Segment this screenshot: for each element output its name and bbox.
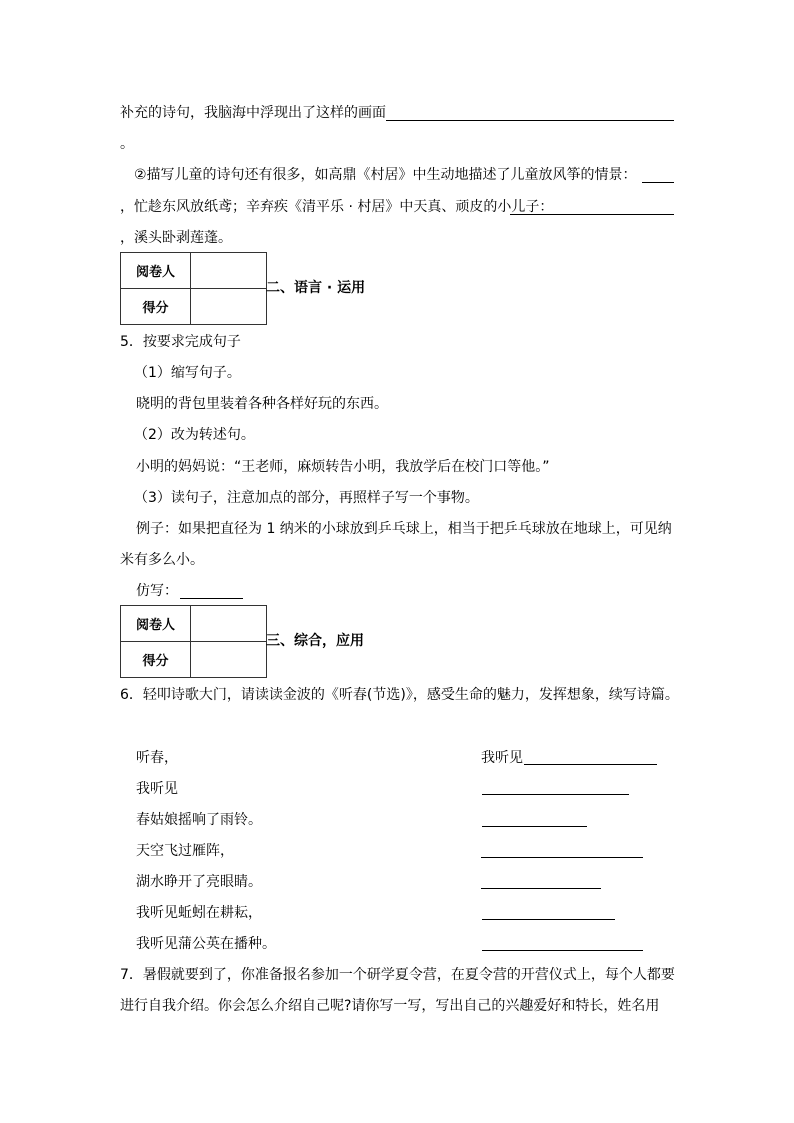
example-text: 例子：如果把直径为 1 纳米的小球放到乒乓球上，相当于把乒乓球放在地球上，可见纳 [136, 521, 672, 537]
poem-answer-blank[interactable] [481, 843, 643, 858]
poem-answer-blank[interactable] [524, 749, 657, 765]
q4-text-line: 。 [120, 136, 134, 152]
sub-question-text: 晓明的背包里装着各种各样好玩的东西。 [136, 396, 388, 412]
reviewer-label: 阅卷人 [121, 253, 191, 289]
score-field[interactable] [191, 642, 267, 678]
answer-blank[interactable] [642, 166, 674, 183]
score-label: 得分 [121, 642, 191, 678]
sub-question-text: 小明的妈妈说：“王老师，麻烦转告小明，我放学后在校门口等他。” [136, 459, 550, 475]
q4-sub2-line: ，溪头卧剥莲蓬。 [120, 230, 232, 246]
poem-answer-blank[interactable] [481, 874, 601, 889]
question-title: 7．暑假就要到了，你准备报名参加一个研学夏令营，在夏令营的开营仪式上，每个人都要 [120, 967, 675, 983]
poem-line: 我听见蒲公英在播种。 [136, 936, 276, 952]
answer-blank[interactable] [180, 583, 243, 599]
score-field[interactable] [191, 289, 267, 325]
question-title: 5．按要求完成句子 [120, 334, 241, 350]
reviewer-label: 阅卷人 [121, 606, 191, 642]
score-label: 得分 [121, 289, 191, 325]
poem-line: 听春， [136, 750, 178, 766]
q4-sub2-line: ，忙趁东风放纸鸢；辛弃疾《清平乐 · 村居》中天真、顽皮的小儿子： [120, 199, 554, 215]
sub-question-label: （3）读句子，注意加点的部分，再照样子写一个事物。 [134, 490, 479, 506]
poem-answer-blank[interactable] [482, 780, 629, 795]
answer-blank[interactable] [510, 198, 674, 215]
example-text: 米有多么小。 [120, 552, 204, 568]
answer-blank[interactable] [386, 104, 674, 121]
score-box [120, 605, 267, 678]
sub-question-label: （2）改为转述句。 [134, 427, 255, 443]
question-title: 6．轻叩诗歌大门，请读读金波的《听春(节选)》，感受生命的魅力，发挥想象，续写诗篇。 [120, 687, 679, 703]
sub-question-label: （1）缩写句子。 [134, 365, 241, 381]
poem-answer-blank[interactable] [482, 905, 615, 920]
poem-answer-blank[interactable] [482, 812, 587, 827]
poem-answer-blank[interactable] [482, 936, 643, 951]
score-box [120, 252, 267, 325]
reviewer-field[interactable] [191, 606, 267, 642]
poem-right-prefix: 我听见 [481, 750, 523, 766]
poem-line: 我听见蚯蚓在耕耘， [136, 905, 262, 921]
imitate-label: 仿写： [136, 583, 178, 599]
q4-sub2-line: ②描写儿童的诗句还有很多，如高鼎《村居》中生动地描述了儿童放风筝的情景： [134, 167, 637, 183]
section-title: 三、综合，应用 [266, 633, 364, 649]
poem-line: 春姑娘摇响了雨铃。 [136, 812, 262, 828]
poem-line: 天空飞过雁阵， [136, 843, 234, 859]
question-text: 进行自我介绍。你会怎么介绍自己呢?请你写一写，写出自己的兴趣爱好和特长，姓名用 [120, 998, 660, 1014]
q4-text-line: 补充的诗句，我脑海中浮现出了这样的画面 [120, 105, 386, 121]
reviewer-field[interactable] [191, 253, 267, 289]
section-title: 二、语言 · 运用 [266, 280, 366, 296]
poem-line: 湖水睁开了亮眼睛。 [136, 874, 262, 890]
poem-line: 我听见 [136, 781, 178, 797]
